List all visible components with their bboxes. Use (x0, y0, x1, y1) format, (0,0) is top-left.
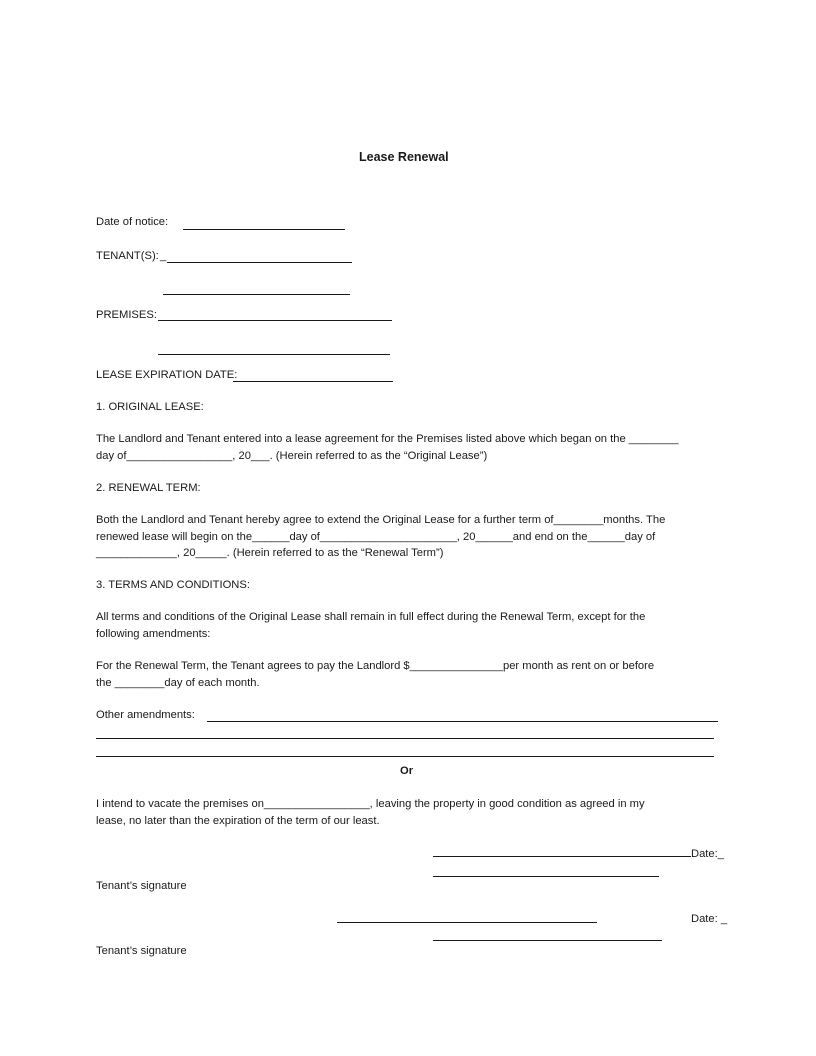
section-2-line-1: Both the Landlord and Tenant hereby agree to extend the Original Lease for a further term of________months. The (96, 514, 666, 526)
signature-field-2[interactable] (433, 876, 659, 877)
premises-label: PREMISES: (96, 309, 157, 321)
section-2-line-2: renewed lease will begin on the______day of______________________, 20______and end on the______day of (96, 531, 656, 543)
tenants-label: TENANT(S): (96, 250, 159, 262)
section-3-para-1-line-2: following amendments: (96, 628, 211, 640)
tenant-signature-label-2: Tenant’s signature (96, 945, 187, 957)
or-label: Or (400, 765, 414, 777)
lease-expiration-label: LEASE EXPIRATION DATE: (96, 369, 238, 381)
other-amendments-field-1[interactable] (207, 721, 718, 722)
date-of-notice-field[interactable] (183, 229, 345, 230)
section-2-heading: 2. RENEWAL TERM: (96, 482, 201, 494)
tenants-field-2[interactable] (163, 294, 350, 295)
premises-field-2[interactable] (158, 354, 390, 355)
document-title: Lease Renewal (359, 150, 449, 164)
tenant-signature-label-1: Tenant’s signature (96, 880, 187, 892)
lease-expiration-field[interactable] (233, 381, 393, 382)
section-3-heading: 3. TERMS AND CONDITIONS: (96, 579, 250, 591)
other-amendments-field-3[interactable] (96, 756, 714, 757)
premises-field-1[interactable] (158, 320, 392, 321)
other-amendments-label: Other amendments: (96, 709, 195, 721)
date-of-notice-label: Date of notice: (96, 216, 169, 228)
section-3-para-1-line-1: All terms and conditions of the Original Lease shall remain in full effect during the Renewal Term, except for the (96, 611, 646, 623)
other-amendments-field-2[interactable] (96, 738, 714, 739)
tenants-field-1[interactable] (167, 262, 352, 263)
date-label-2: Date: _ (691, 913, 728, 925)
signature-field-4[interactable] (433, 940, 662, 941)
section-1-heading: 1. ORIGINAL LEASE: (96, 401, 204, 413)
tenants-prefix: _ (160, 250, 167, 262)
vacate-line-1: I intend to vacate the premises on_________________, leaving the property in good condition as agreed in my (96, 798, 645, 810)
section-2-line-3: _____________, 20_____. (Herein referred to as the “Renewal Term”) (96, 547, 444, 559)
section-3-para-2-line-2: the ________day of each month. (96, 677, 260, 689)
section-3-para-2-line-1: For the Renewal Term, the Tenant agrees to pay the Landlord $_______________per month as rent on or before (96, 660, 655, 672)
section-1-line-1: The Landlord and Tenant entered into a lease agreement for the Premises listed above which began on the ________ (96, 433, 679, 445)
signature-field-1[interactable] (433, 856, 691, 857)
signature-field-3[interactable] (337, 922, 597, 923)
date-label-1: Date:_ (691, 848, 724, 860)
section-1-line-2: day of_________________, 20___. (Herein referred to as the “Original Lease”) (96, 450, 488, 462)
vacate-line-2: lease, no later than the expiration of the term of our least. (96, 815, 380, 827)
